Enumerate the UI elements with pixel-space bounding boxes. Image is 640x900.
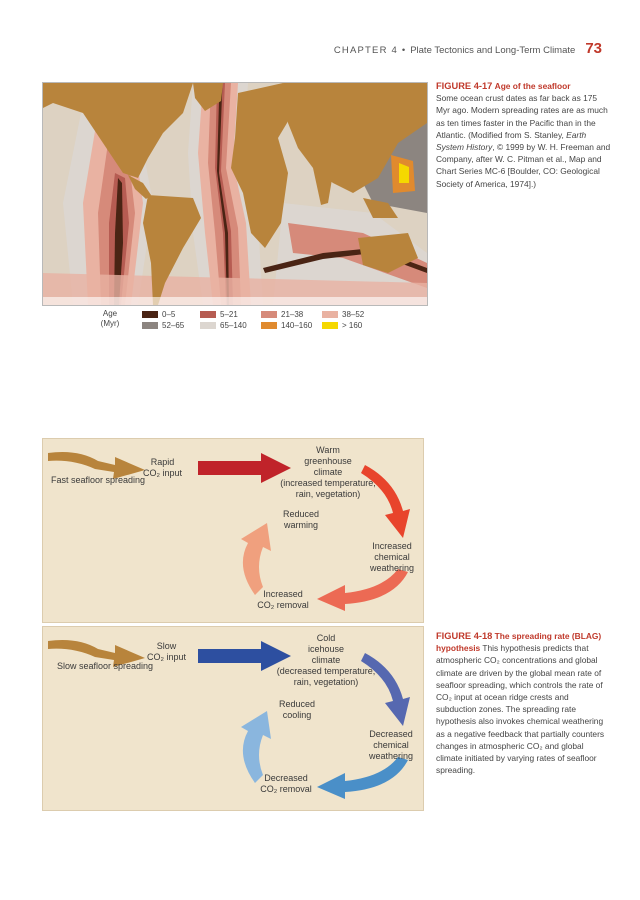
legend-swatch	[200, 311, 216, 318]
removal-to-feedback-arrow	[241, 523, 271, 595]
weathering-line: Increased	[372, 541, 412, 551]
removal-label	[243, 589, 323, 611]
climate-line: Warm	[316, 445, 340, 455]
input-line: CO₂ input	[147, 652, 187, 662]
legend-item	[142, 309, 200, 319]
input-line: Rapid	[150, 457, 175, 467]
legend-label: 21–38	[281, 309, 304, 319]
legend-swatch	[142, 311, 158, 318]
removal-label	[241, 773, 331, 795]
feedback-label	[261, 509, 341, 531]
input-label	[143, 457, 182, 479]
legend-item	[322, 320, 392, 330]
figure-17-caption-credit: , © 1999 by W. H. Freeman and Company, after W. C. Pitman et al., Map and Chart Series MC-6 [Boulder, CO: Geological Society of America, 1974].)	[436, 142, 611, 189]
climate-line: Cold	[316, 633, 336, 643]
legend-item	[322, 309, 392, 319]
figure-18-title: The spreading rate (BLAG) hypothesis	[436, 631, 602, 654]
climate-line: (decreased temperature,	[276, 666, 376, 676]
start-label	[51, 475, 145, 486]
figure-17-caption	[436, 80, 611, 190]
legend-label: > 160	[342, 320, 363, 330]
removal-line: CO₂ removal	[260, 784, 312, 794]
legend-unit: (Myr)	[100, 319, 120, 328]
legend-swatch	[261, 322, 277, 329]
chapter-label: CHAPTER 4	[333, 45, 398, 56]
legend-label: 52–65	[162, 320, 185, 330]
world-map-illustration	[43, 83, 427, 305]
start-text: Fast seafloor spreading	[51, 475, 146, 485]
seafloor-age-map	[42, 82, 428, 306]
climate-line: climate	[313, 467, 343, 477]
legend-title: Age	[102, 309, 118, 318]
weathering-label	[363, 541, 421, 574]
legend-swatch	[200, 322, 216, 329]
climate-line: greenhouse	[304, 456, 352, 466]
start-text: Slow seafloor spreading	[57, 661, 154, 671]
figure-18-number: FIGURE 4-18	[436, 631, 493, 641]
figure-17-caption-book: Earth System History	[436, 129, 587, 153]
input-label	[147, 641, 186, 663]
legend-label: 140–160	[281, 320, 313, 330]
input-line: CO₂ input	[143, 468, 183, 478]
figure-17-number: FIGURE 4-17	[436, 81, 493, 91]
slow-spreading-diagram	[42, 626, 424, 811]
feedback-label	[257, 699, 337, 721]
running-header	[334, 40, 602, 57]
removal-line: CO₂ removal	[257, 600, 309, 610]
legend-item	[200, 309, 261, 319]
legend-label: 65–140	[220, 320, 247, 330]
legend-label: 38–52	[342, 309, 365, 319]
page-number: 73	[585, 40, 602, 57]
weathering-line: Decreased	[369, 729, 413, 739]
weathering-label	[361, 729, 421, 762]
weathering-line: weathering	[369, 563, 415, 573]
climate-line: rain, vegetation)	[293, 677, 359, 687]
climate-line: climate	[311, 655, 341, 665]
input-line: Slow	[156, 641, 177, 651]
legend-item	[200, 320, 261, 330]
start-label	[57, 661, 153, 672]
figure-17-title: Age of the seafloor	[494, 81, 571, 91]
climate-line: rain, vegetation)	[295, 489, 361, 499]
legend-item	[261, 309, 322, 319]
chapter-heading: CHAPTER 4 • Plate Tectonics and Long-Term Climate	[333, 45, 576, 56]
legend-swatch	[142, 322, 158, 329]
feedback-line: Reduced	[282, 509, 320, 519]
weathering-line: chemical	[374, 552, 410, 562]
legend-items	[142, 309, 392, 330]
climate-label	[273, 445, 383, 500]
figure-18-caption	[436, 630, 611, 776]
climate-line: icehouse	[307, 644, 345, 654]
climate-line: (increased temperature,	[280, 478, 376, 488]
legend-label: 5–21	[220, 309, 238, 319]
removal-line: Increased	[263, 589, 303, 599]
legend-label: 0–5	[162, 309, 176, 319]
fast-spreading-diagram	[42, 438, 424, 623]
legend-item	[261, 320, 322, 330]
climate-label	[267, 633, 385, 688]
weathering-to-removal-arrow	[317, 569, 408, 611]
legend-swatch	[322, 311, 338, 318]
feedback-line: cooling	[282, 710, 312, 720]
weathering-line: chemical	[373, 740, 409, 750]
legend-item	[142, 320, 200, 330]
legend-swatch	[261, 311, 277, 318]
feedback-line: warming	[283, 520, 318, 530]
weathering-line: weathering	[368, 751, 414, 761]
figure-17-caption-text: Some ocean crust dates as far back as 175 Myr ago. Modern spreading rates are as much as ten times faster in the Pacific than in the Atlantic. (Modified from S. Stanley,	[436, 93, 608, 140]
chapter-title: Plate Tectonics and Long-Term Climate	[410, 45, 576, 56]
feedback-line: Reduced	[278, 699, 316, 709]
removal-line: Decreased	[264, 773, 308, 783]
legend-heading	[90, 309, 130, 329]
legend-swatch	[322, 322, 338, 329]
figure-18-caption-text: This hypothesis predicts that atmospheric CO₂ concentrations and global climate are driven by the global mean rate of seafloor spreading, which controls the rate of CO₂ input at ocean ridge crests and subduction zones. The spreading rate hypothesis also invokes chemical weathering as a negative feedback that partially counters changes in atmospheric CO₂ and global climate initiated by varying rates of seafloor spreading.	[436, 643, 605, 776]
